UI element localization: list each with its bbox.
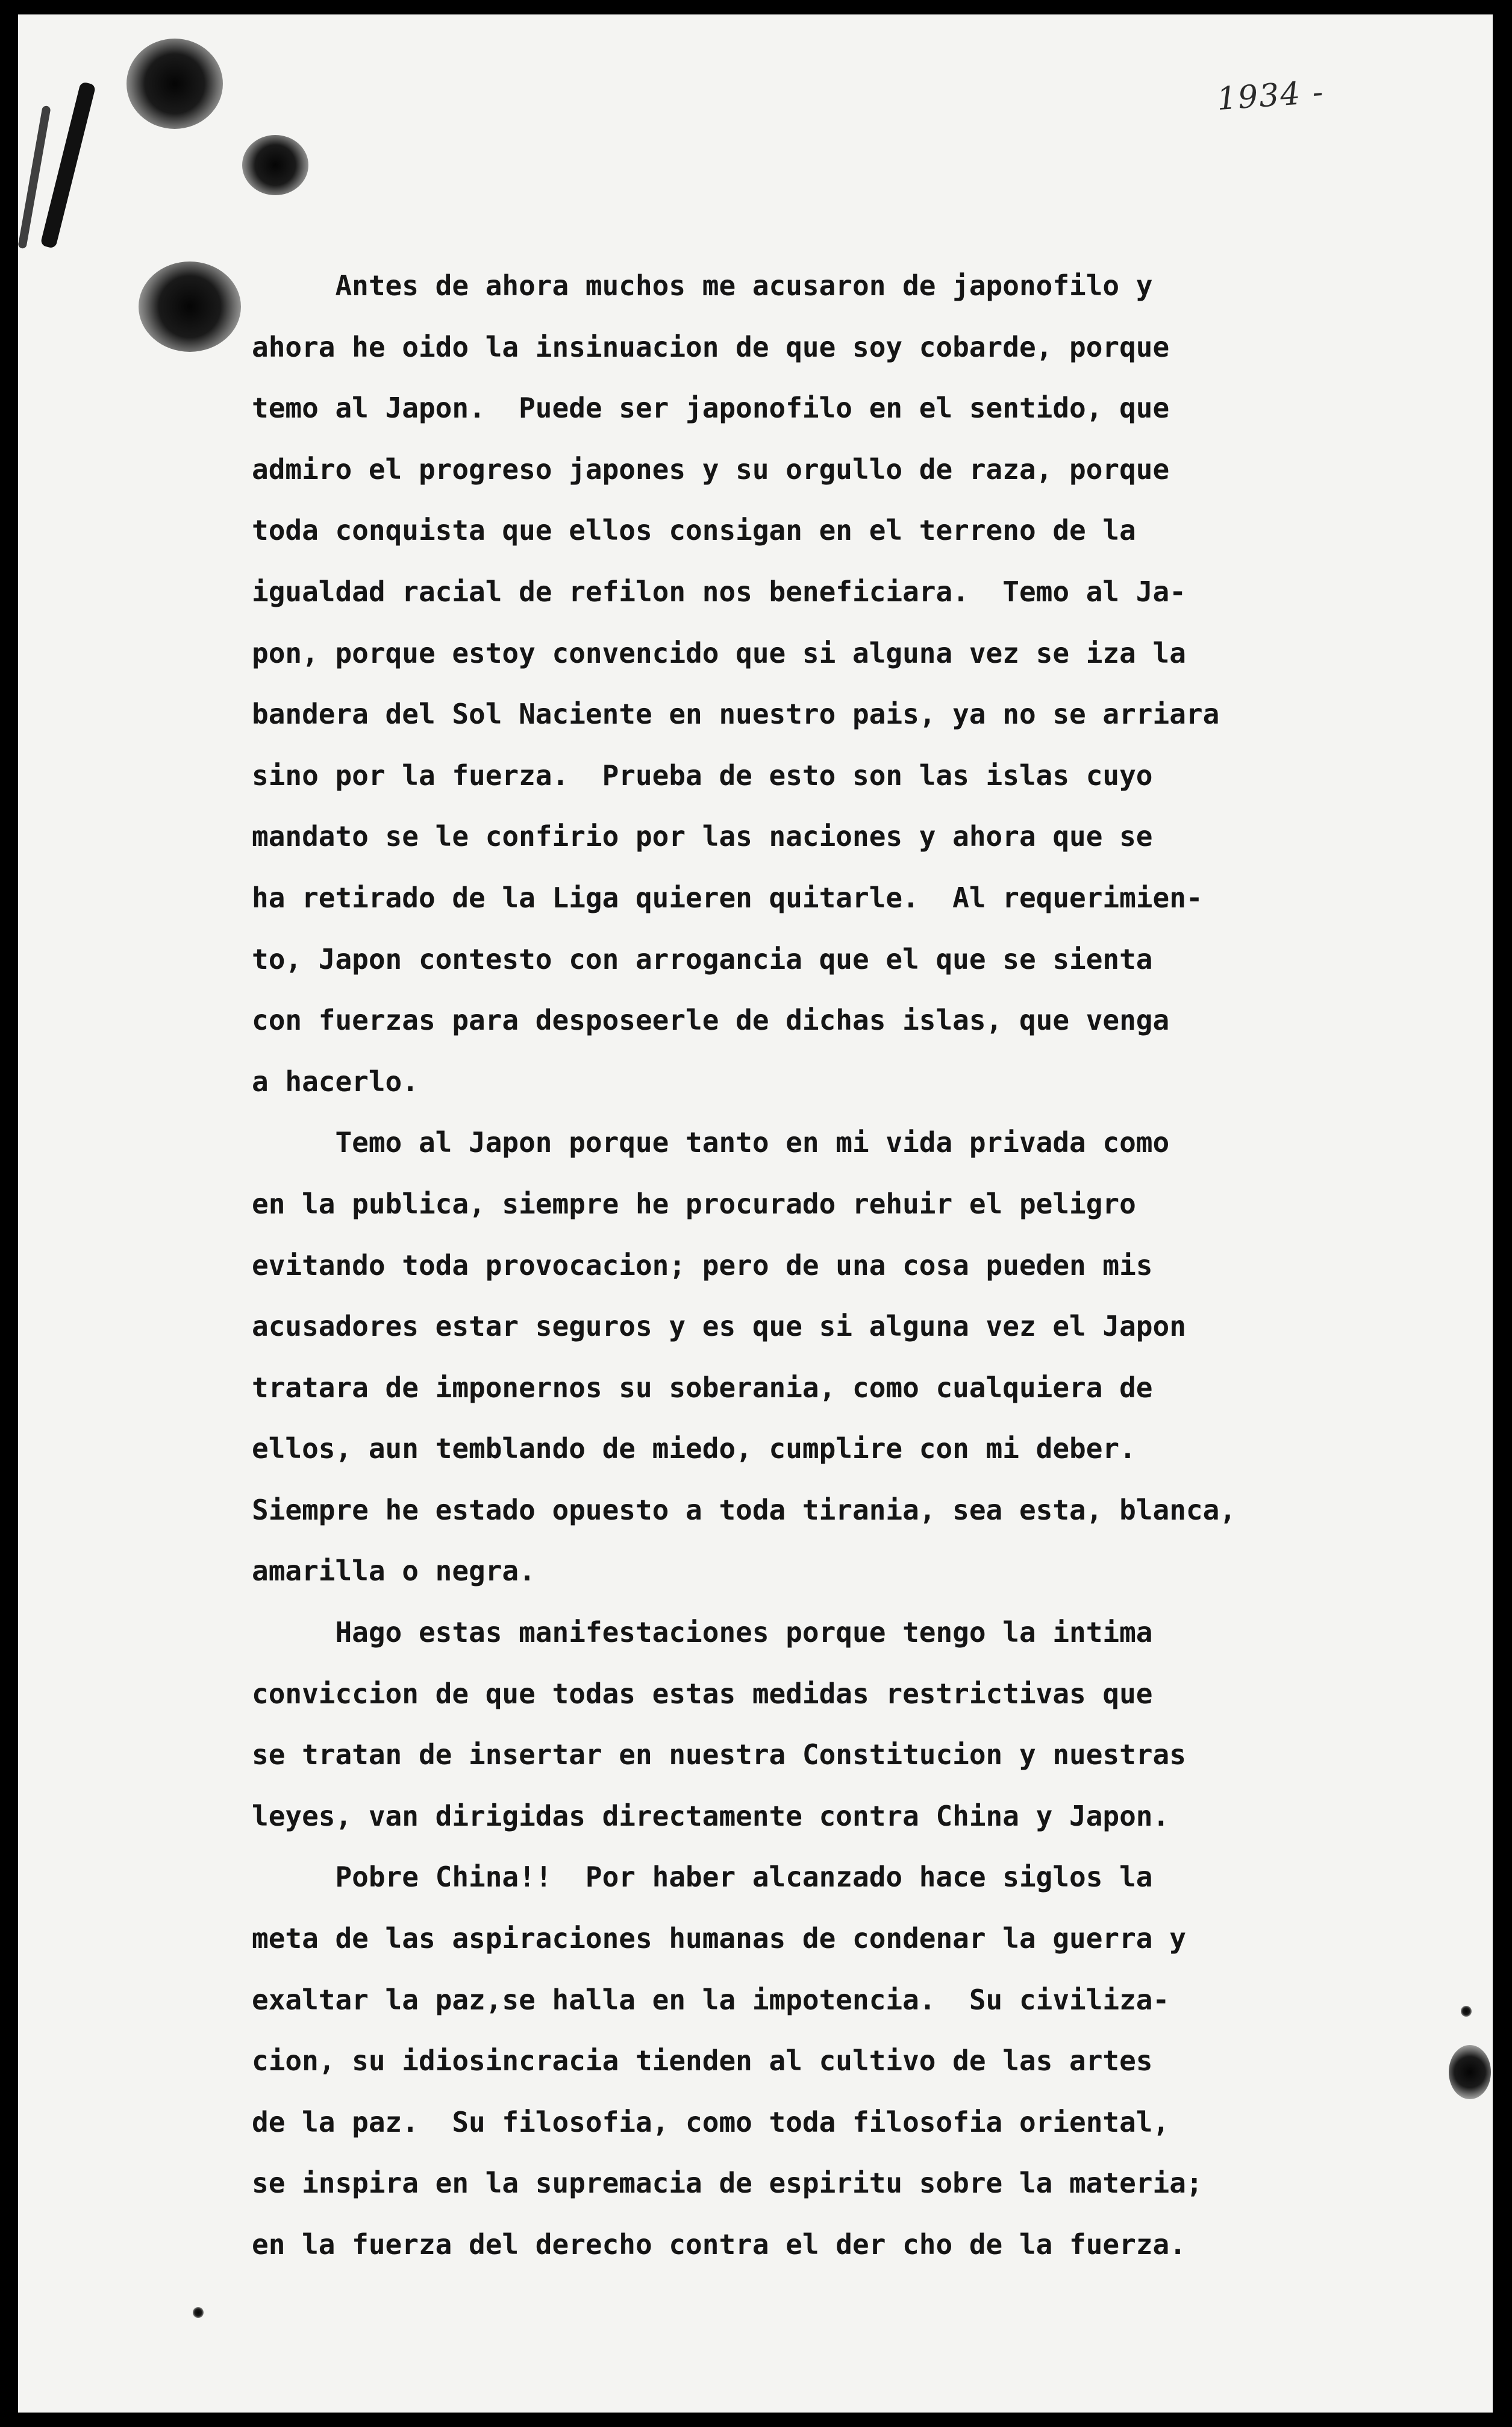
text-line: con fuerzas para desposeerle de dichas islas, que venga	[252, 1004, 1170, 1037]
text-line: to, Japon contesto con arrogancia que el que se sienta	[252, 942, 1153, 975]
text-line: amarilla o negra.	[252, 1555, 536, 1588]
text-line: tratara de imponernos su soberania, como cualquiera de	[252, 1371, 1153, 1404]
text-line: Pobre China!! Por haber alcanzado hace siglos la	[252, 1861, 1153, 1894]
ink-blot	[1449, 2045, 1491, 2099]
text-line: evitando toda provocacion; pero de una cosa pueden mis	[252, 1248, 1153, 1282]
text-line: ellos, aun temblando de miedo, cumplire con mi deber.	[252, 1432, 1136, 1465]
scan-border-left	[0, 0, 18, 2427]
text-line: exaltar la paz,se halla en la impotencia. Su civiliza-	[252, 1983, 1170, 2016]
text-line: leyes, van dirigidas directamente contra China y Japon.	[252, 1799, 1170, 1832]
text-line: Hago estas manifestaciones porque tengo la intima	[252, 1616, 1153, 1649]
text-line: en la fuerza del derecho contra el der cho de la fuerza.	[252, 2228, 1186, 2261]
ink-blot	[1461, 2006, 1472, 2017]
text-line: ha retirado de la Liga quieren quitarle. Al requerimien-	[252, 881, 1203, 914]
text-line: ahora he oido la insinuacion de que soy cobarde, porque	[252, 330, 1170, 363]
text-line: pon, porque estoy convencido que si alguna vez se iza la	[252, 636, 1186, 669]
ink-blot	[242, 135, 308, 195]
text-line: Antes de ahora muchos me acusaron de japonofilo y	[252, 269, 1153, 302]
text-line: sino por la fuerza. Prueba de esto son las islas cuyo	[252, 759, 1153, 792]
text-line: a hacerlo.	[252, 1065, 419, 1098]
text-line: temo al Japon. Puede ser japonofilo en el sentido, que	[252, 392, 1170, 425]
document-page	[18, 14, 1493, 2413]
text-line: acusadores estar seguros y es que si alguna vez el Japon	[252, 1310, 1186, 1343]
text-line: mandato se le confirio por las naciones y ahora que se	[252, 820, 1153, 853]
ink-blot	[139, 261, 241, 352]
ink-blot	[193, 2307, 204, 2318]
text-line: se inspira en la supremacia de espiritu sobre la materia;	[252, 2167, 1203, 2200]
handwritten-year-note: 1934 -	[1216, 74, 1326, 118]
ink-blot	[127, 39, 223, 129]
text-line: toda conquista que ellos consigan en el terreno de la	[252, 514, 1136, 547]
text-line: Siempre he estado opuesto a toda tirania, sea esta, blanca,	[252, 1493, 1236, 1526]
typed-text-body	[252, 255, 1426, 2276]
text-line: cion, su idiosincracia tienden al cultivo de las artes	[252, 2044, 1153, 2078]
text-line: en la publica, siempre he procurado rehuir el peligro	[252, 1187, 1136, 1220]
text-line: conviccion de que todas estas medidas restrictivas que	[252, 1677, 1153, 1710]
text-line: Temo al Japon porque tanto en mi vida privada como	[252, 1126, 1170, 1159]
text-line: se tratan de insertar en nuestra Constitucion y nuestras	[252, 1738, 1186, 1771]
text-line: bandera del Sol Naciente en nuestro pais, ya no se arriara	[252, 698, 1220, 731]
text-line: igualdad racial de refilon nos beneficiara. Temo al Ja-	[252, 575, 1186, 608]
text-line: de la paz. Su filosofia, como toda filosofia oriental,	[252, 2105, 1170, 2138]
text-line: meta de las aspiraciones humanas de condenar la guerra y	[252, 1922, 1186, 1955]
text-line: admiro el progreso japones y su orgullo de raza, porque	[252, 453, 1170, 486]
scan-border-right	[1493, 0, 1512, 2427]
